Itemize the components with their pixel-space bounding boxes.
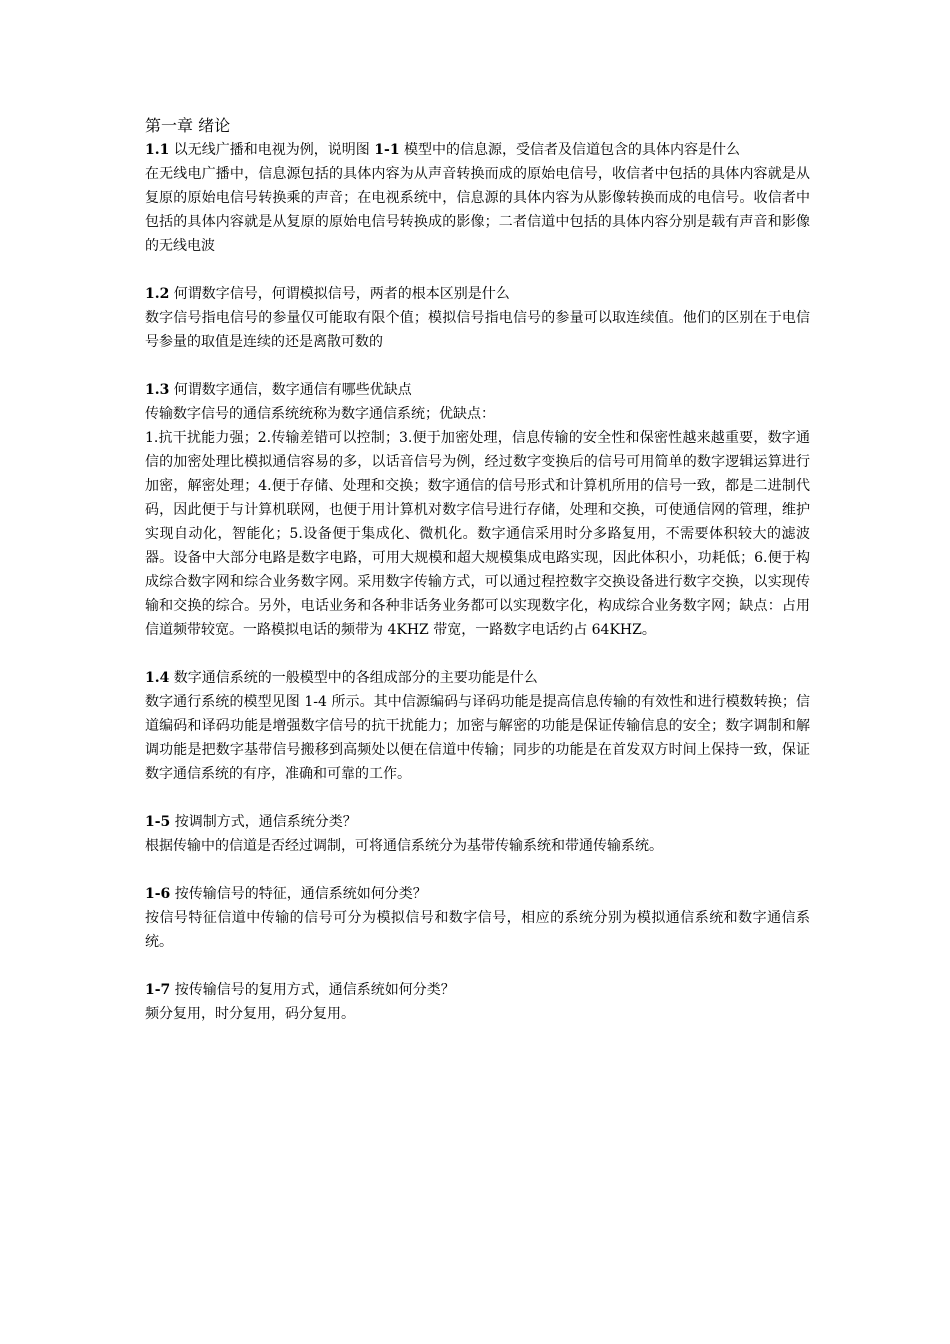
chapter-title: 第一章 绪论 bbox=[145, 116, 231, 135]
question-1-1 bbox=[145, 138, 810, 162]
answer-1-3-intro: 传输数字信号的通信系统统称为数字通信系统；优缺点： bbox=[145, 406, 495, 422]
question-text: 何谓数字通信，数字通信有哪些优缺点 bbox=[169, 382, 412, 398]
question-text: 数字通信系统的一般模型中的各组成部分的主要功能是什么 bbox=[169, 670, 538, 686]
question-1-4 bbox=[145, 666, 810, 690]
answer-1-6: 按信号特征信道中传输的信号可分为模拟信号和数字信号，相应的系统分别为模拟通信系统和数字通信系统。 bbox=[145, 910, 810, 950]
qa-item-1-1 bbox=[145, 138, 810, 258]
question-text-rest: 模型中的信息源，受信者及信道包含的具体内容是什么 bbox=[399, 142, 741, 158]
qa-item-1-4 bbox=[145, 666, 810, 786]
question-text: 何谓数字信号，何谓模拟信号，两者的根本区别是什么 bbox=[169, 286, 510, 302]
qa-item-1-7 bbox=[145, 978, 810, 1026]
question-number: 1-5 bbox=[145, 814, 171, 830]
question-number: 1.3 bbox=[145, 382, 170, 398]
answer-1-2: 数字信号指电信号的参量仅可能取有限个值；模拟信号指电信号的参量可以取连续值。他们的区别在于电信号参量的取值是连续的还是离散可数的 bbox=[145, 310, 810, 350]
question-text: 按传输信号的特征，通信系统如何分类？ bbox=[170, 886, 427, 902]
question-number: 1-6 bbox=[145, 886, 171, 902]
question-1-5 bbox=[145, 810, 810, 834]
question-text: 按传输信号的复用方式，通信系统如何分类？ bbox=[170, 982, 455, 998]
question-1-6 bbox=[145, 882, 810, 906]
answer-1-3: 1.抗干扰能力强；2.传输差错可以控制；3.便于加密处理，信息传输的安全性和保密性越来越重要，数字通信的加密处理比模拟通信容易的多，以话音信号为例，经过数字变换后的信号可用简单的数字逻辑运算进行加密，解密处理；4.便于存储、处理和交换；数字通信的信号形式和计算机所用的信号一致，都是二进制代码，因此便于与计算机联网，也便于用计算机对数字信号进行存储，处理和交换，可使通信网的管理，维护实现自动化，智能化；5.设备便于集成化、微机化。数字通信采用时分多路复用，不需要体积较大的滤波器。设备中大部分电路是数字电路，可用大规模和超大规模集成电路实现，因此体积小，功耗低；6.便于构成综合数字网和综合业务数字网。采用数字传输方式，可以通过程控数字交换设备进行数字交换，以实现传输和交换的综合。另外，电话业务和各种非话务业务都可以实现数字化，构成综合业务数字网；缺点：占用信道频带较宽。一路模拟电话的频带为 4KHZ 带宽，一路数字电话约占 64KHZ。 bbox=[145, 430, 810, 638]
question-number: 1-7 bbox=[145, 982, 171, 998]
answer-1-5: 根据传输中的信道是否经过调制，可将通信系统分为基带传输系统和带通传输系统。 bbox=[145, 838, 663, 854]
qa-item-1-2 bbox=[145, 282, 810, 354]
answer-1-7: 频分复用，时分复用，码分复用。 bbox=[145, 1006, 355, 1022]
qa-item-1-3 bbox=[145, 378, 810, 642]
question-text: 按调制方式，通信系统分类？ bbox=[170, 814, 357, 830]
document-page bbox=[145, 114, 810, 1050]
answer-1-1: 在无线电广播中，信息源包括的具体内容为从声音转换而成的原始电信号，收信者中包括的具体内容就是从复原的原始电信号转换乘的声音；在电视系统中，信息源的具体内容为从影像转换而成的电信号。收信者中包括的具体内容就是从复原的原始电信号转换成的影像；二者信道中包括的具体内容分别是载有声音和影像的无线电波 bbox=[145, 166, 810, 254]
qa-item-1-5 bbox=[145, 810, 810, 858]
question-1-2 bbox=[145, 282, 810, 306]
qa-item-1-6 bbox=[145, 882, 810, 954]
figure-ref: 1-1 bbox=[374, 142, 400, 158]
question-text: 以无线广播和电视为例，说明图 bbox=[169, 142, 375, 158]
question-number: 1.1 bbox=[145, 142, 170, 158]
question-1-3 bbox=[145, 378, 810, 402]
answer-1-4: 数字通行系统的模型见图 1-4 所示。其中信源编码与译码功能是提高信息传输的有效性和进行模数转换；信道编码和译码功能是增强数字信号的抗干扰能力；加密与解密的功能是保证传输信息的安全；数字调制和解调功能是把数字基带信号搬移到高频处以便在信道中传输；同步的功能是在首发双方时间上保持一致，保证数字通信系统的有序，准确和可靠的工作。 bbox=[145, 694, 810, 782]
question-1-7 bbox=[145, 978, 810, 1002]
question-number: 1.4 bbox=[145, 670, 170, 686]
question-number: 1.2 bbox=[145, 286, 170, 302]
